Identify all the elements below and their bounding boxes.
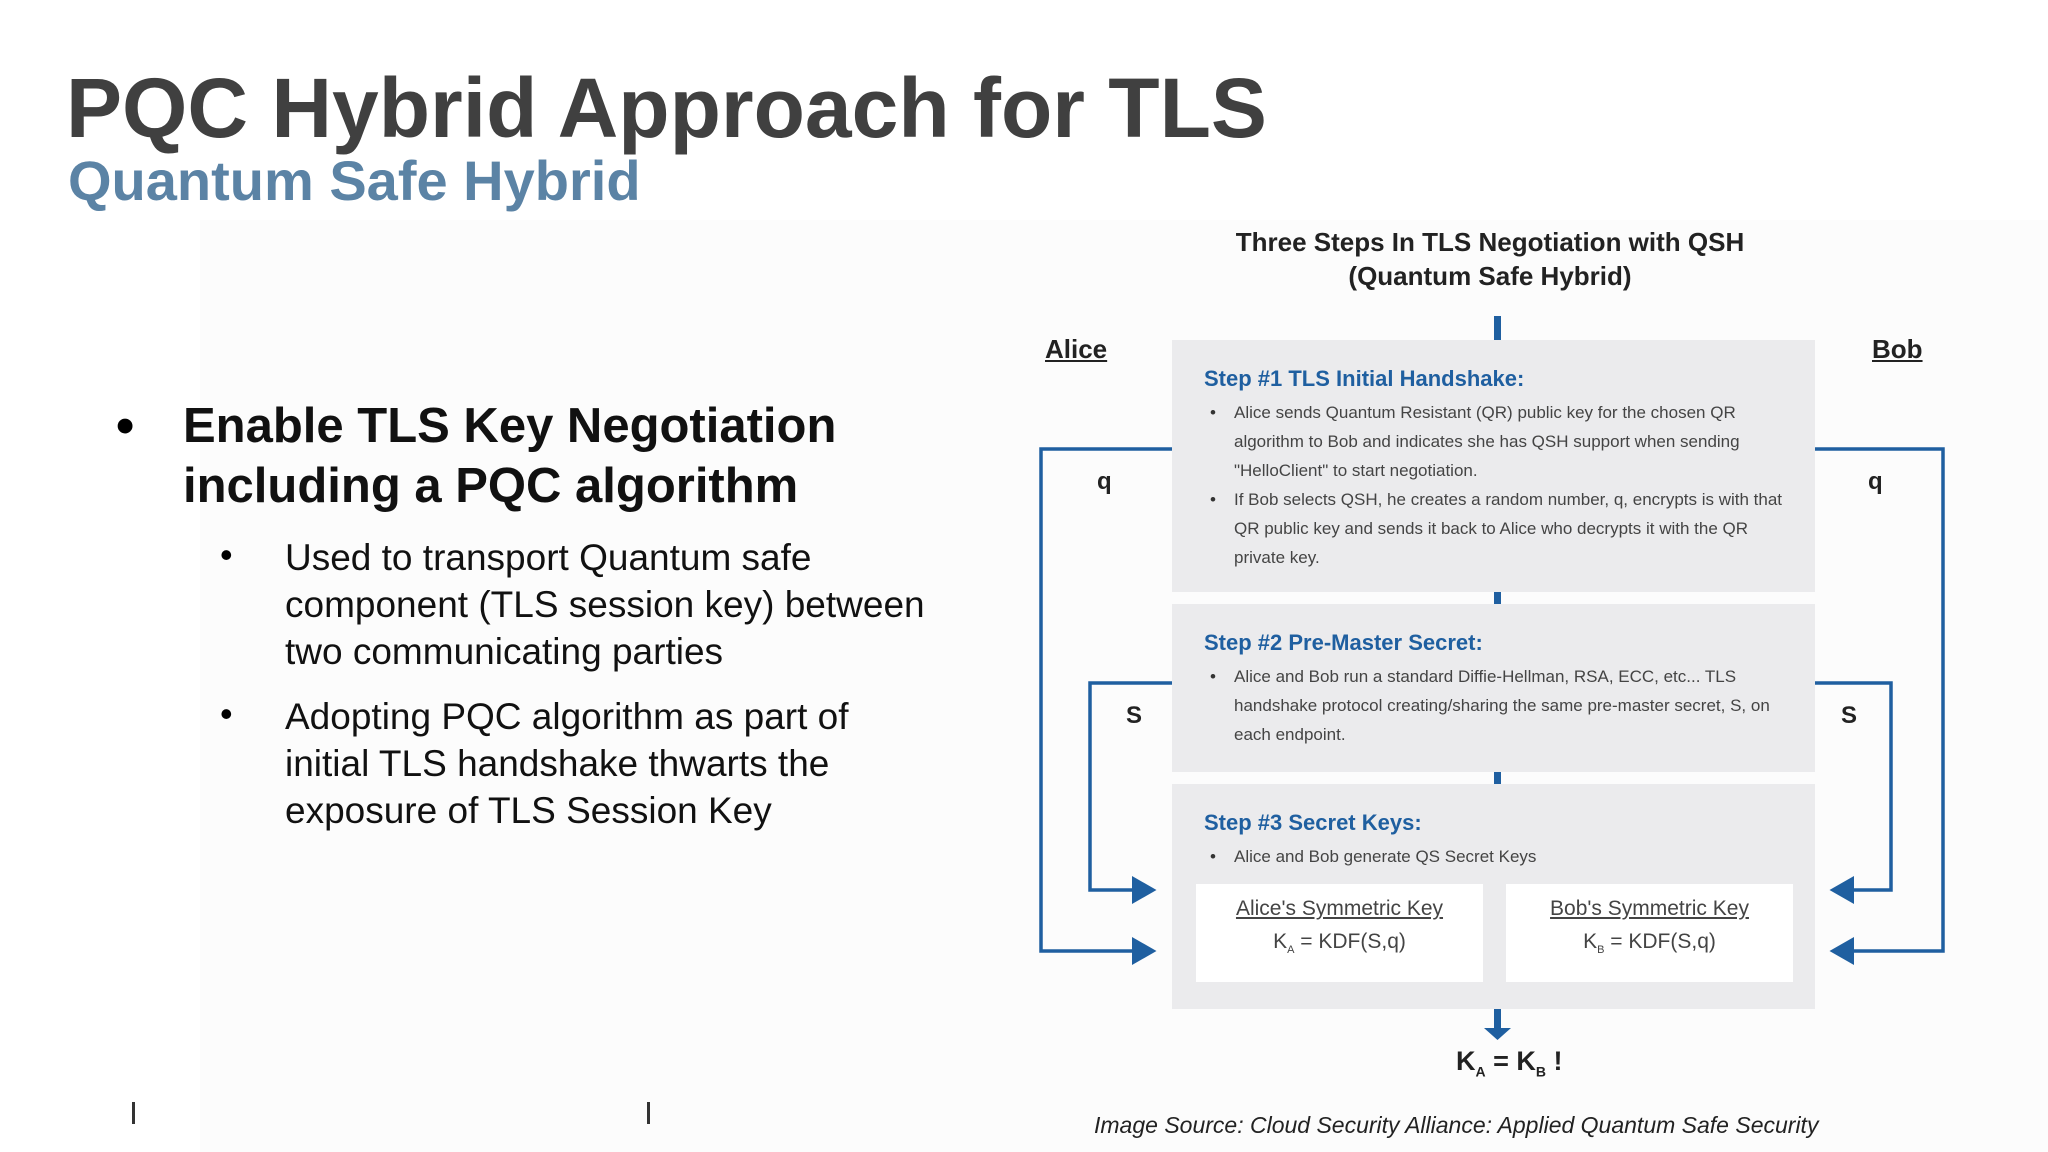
key-subscript: B [1597,944,1605,957]
sub-bullet-text: Used to transport Quantum safe component (TLS session key) between two communicating parties [285,537,925,672]
key-derivation: = KDF(S,q) [1604,930,1716,953]
bob-s-label: S [1841,702,1858,729]
key-symbol: K [1456,1046,1476,1076]
key-subscript: A [1287,944,1295,957]
step-1-heading: Step #1 TLS Initial Handshake: [1204,366,1525,391]
step-3-heading: Step #3 Secret Keys: [1204,810,1422,835]
step-1-item: • If Bob selects QSH, he creates a random number, q, encrypts is with that QR public key and sends it back to Alice who decrypts it with the QR private key. [1204,485,1787,572]
equals-sign: = [1485,1046,1517,1076]
connector-top [1494,316,1501,340]
down-arrow-icon [1484,1028,1511,1040]
step-1-box [1172,340,1815,592]
bob-q-label: q [1868,468,1883,495]
key-derivation: = KDF(S,q) [1294,930,1406,953]
connector-step2-step3 [1494,771,1501,784]
keys-equal-result [1456,1046,1563,1079]
key-symbol: K [1273,930,1288,953]
key-subscript: A [1475,1063,1486,1080]
alice-q-label: q [1097,468,1112,495]
bob-key-formula [1506,930,1793,956]
bullet-dot: • [116,397,135,455]
alice-label: Alice [1045,334,1108,364]
bob-q-arrow [1815,449,1943,951]
connector-step1-step2 [1494,591,1501,604]
bullet-dot: • [220,534,233,575]
bullet-dot: • [220,693,233,734]
key-symbol: K [1516,1046,1536,1076]
alice-key-title: Alice's Symmetric Key [1235,897,1444,920]
bob-key-box [1506,884,1793,982]
bob-label: Bob [1872,334,1923,364]
bob-key-title: Bob's Symmetric Key [1550,897,1749,920]
alice-s-label: S [1126,702,1143,729]
sub-bullet-text: Adopting PQC algorithm as part of initial TLS handshake thwarts the exposure of TLS Session Key [285,696,849,831]
key-symbol: K [1583,930,1598,953]
slide-subtitle: Quantum Safe Hybrid [68,149,641,212]
diagram-title-line-1: Three Steps In TLS Negotiation with QSH [1235,227,1745,257]
exclamation: ! [1546,1046,1563,1076]
step-3-item: • Alice and Bob generate QS Secret Keys [1204,842,1787,871]
image-source-caption: Image Source: Cloud Security Alliance: Applied Quantum Safe Security [1094,1112,1819,1138]
step-2-heading: Step #2 Pre-Master Secret: [1204,630,1483,655]
main-bullet-text: Enable TLS Key Negotiation including a PQC algorithm [183,399,837,513]
alice-key-formula [1196,930,1483,956]
alice-key-box [1196,884,1483,982]
step-2-box [1172,604,1815,772]
slide-title: PQC Hybrid Approach for TLS [66,61,1267,155]
key-subscript: B [1535,1063,1547,1080]
diagram-title-line-2: (Quantum Safe Hybrid) [1348,261,1632,291]
step-1-item: • Alice sends Quantum Resistant (QR) public key for the chosen QR algorithm to Bob and indicates she has QSH support when sending "HelloClient" to start negotiation. [1204,398,1787,485]
step-2-item: • Alice and Bob run a standard Diffie-Hellman, RSA, ECC, etc... TLS handshake protocol creating/sharing the same pre-master secret, S, on each endpoint. [1204,662,1787,749]
alice-q-arrow [1041,449,1172,951]
